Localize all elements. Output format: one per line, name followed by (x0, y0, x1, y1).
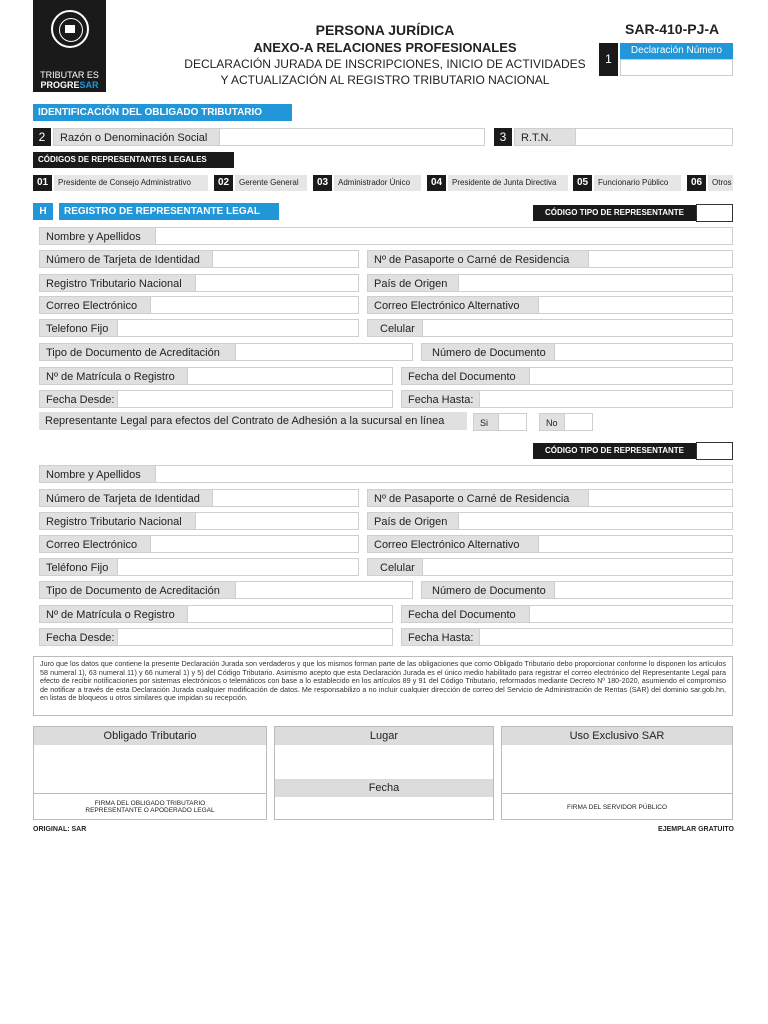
codes-title: CÓDIGOS DE REPRESENTANTES LEGALES (33, 152, 234, 168)
rep1-fecha-desde-field[interactable]: Fecha Desde: (39, 390, 393, 408)
razon-social-field[interactable] (53, 128, 485, 146)
rep2-pais-field[interactable]: País de Origen (367, 512, 733, 530)
decl-num-index: 1 (599, 43, 618, 76)
rep2-correo-alt-field[interactable]: Correo Electrónico Alternativo (367, 535, 733, 553)
uso-sar-box (501, 726, 733, 820)
decl-num-input[interactable] (620, 59, 733, 76)
lugar-title: Lugar (275, 727, 493, 745)
lugar-fecha-box (274, 726, 494, 820)
rep1-matricula-field[interactable]: Nº de Matrícula o Registro (39, 367, 393, 385)
code-type-label-2: CÓDIGO TIPO DE REPRESENTANTE (533, 443, 696, 459)
subtitle-2: Y ACTUALIZACIÓN AL REGISTRO TRIBUTARIO NACIONAL (220, 73, 550, 87)
subtitle-1: DECLARACIÓN JURADA DE INSCRIPCIONES, INICIO DE ACTIVIDADES (184, 57, 586, 71)
logo-line1: TRIBUTAR ES (40, 70, 99, 80)
rep2-rtn-field[interactable]: Registro Tributario Nacional (39, 512, 359, 530)
rep2-fecha-doc-field[interactable]: Fecha del Documento (401, 605, 733, 623)
lugar-area[interactable] (275, 745, 493, 779)
rep2-telefono-field[interactable]: Teléfono Fijo (39, 558, 359, 576)
code-item-02: 02 Gerente General (214, 175, 307, 191)
signature-obligado-title: Obligado Tributario (34, 727, 266, 745)
logo-line2b: SAR (79, 80, 99, 90)
rep1-fecha-hasta-field[interactable]: Fecha Hasta: (401, 390, 733, 408)
rep1-no-checkbox[interactable]: No (539, 413, 593, 431)
code-type-label-1: CÓDIGO TIPO DE REPRESENTANTE (533, 205, 696, 221)
rep1-pasaporte-field[interactable]: Nº de Pasaporte o Carné de Residencia (367, 250, 733, 268)
title-persona-juridica: PERSONA JURÍDICA (315, 22, 455, 38)
rep1-celular-field[interactable]: Celular (367, 319, 733, 337)
code-type-input-1[interactable] (696, 204, 733, 222)
footer-ejemplar: EJEMPLAR GRATUITO (658, 826, 734, 833)
code-item-05: 05 Funcionario Público (573, 175, 681, 191)
logo-line2a: PROGRE (40, 80, 80, 90)
form-code: SAR-410-PJ-A (625, 21, 720, 37)
field-2-index: 2 (33, 128, 51, 146)
rep1-pais-field[interactable]: País de Origen (367, 274, 733, 292)
uso-sar-area[interactable] (502, 745, 732, 794)
rep2-pasaporte-field[interactable]: Nº de Pasaporte o Carné de Residencia (367, 489, 733, 507)
field-3-index: 3 (494, 128, 512, 146)
signature-obligado-sub1: FIRMA DEL OBLIGADO TRIBUTARIO (94, 800, 206, 807)
footer-original: ORIGINAL: SAR (33, 826, 87, 833)
sar-seal-icon (51, 10, 89, 48)
code-type-input-2[interactable] (696, 442, 733, 460)
rep1-num-doc-field[interactable]: Número de Documento (421, 343, 733, 361)
rep1-tipo-doc-field[interactable]: Tipo de Documento de Acreditación (39, 343, 413, 361)
signature-obligado-area[interactable] (34, 745, 266, 794)
rtn-field[interactable] (514, 128, 733, 146)
rep1-nombre-field[interactable]: Nombre y Apellidos (39, 227, 733, 245)
decl-num-label: Declaración Número (620, 43, 733, 59)
section-h-letter: H (33, 203, 53, 220)
uso-sar-sub: FIRMA DEL SERVIDOR PÚBLICO (566, 804, 668, 811)
rep1-telefono-field[interactable]: Telefono Fijo (39, 319, 359, 337)
declaration-box (33, 656, 733, 716)
razon-social-label: Razón o Denominación Social (54, 129, 231, 145)
fecha-title: Fecha (275, 779, 493, 797)
rep2-num-doc-field[interactable]: Número de Documento (421, 581, 733, 599)
uso-sar-title: Uso Exclusivo SAR (502, 727, 732, 745)
rep1-rtn-field[interactable]: Registro Tributario Nacional (39, 274, 359, 292)
rep2-identidad-field[interactable]: Número de Tarjeta de Identidad (39, 489, 359, 507)
rep1-si-checkbox[interactable]: Si (473, 413, 527, 431)
code-item-01: 01 Presidente de Consejo Administrativo (33, 175, 208, 191)
rep2-correo-field[interactable]: Correo Electrónico (39, 535, 359, 553)
rep1-correo-field[interactable]: Correo Electrónico (39, 296, 359, 314)
rep2-nombre-field[interactable]: Nombre y Apellidos (39, 465, 733, 483)
signature-obligado-sub2: REPRESENTANTE O APODERADO LEGAL (85, 807, 215, 814)
rep1-correo-alt-field[interactable]: Correo Electrónico Alternativo (367, 296, 733, 314)
fecha-area[interactable] (275, 797, 493, 819)
identification-title: IDENTIFICACIÓN DEL OBLIGADO TRIBUTARIO (33, 104, 292, 121)
rtn-label: R.T.N. (515, 129, 587, 145)
code-item-04: 04 Presidente de Junta Directiva (427, 175, 568, 191)
rep1-fecha-doc-field[interactable]: Fecha del Documento (401, 367, 733, 385)
title-anexo: ANEXO-A RELACIONES PROFESIONALES (253, 40, 517, 55)
rep2-fecha-hasta-field[interactable]: Fecha Hasta: (401, 628, 733, 646)
rep1-contrato-label: Representante Legal para efectos del Contrato de Adhesión a la sucursal en línea (39, 412, 467, 430)
rep2-celular-field[interactable]: Celular (367, 558, 733, 576)
rep2-matricula-field[interactable]: Nº de Matrícula o Registro (39, 605, 393, 623)
code-item-06: 06 Otros (687, 175, 733, 191)
rep2-fecha-desde-field[interactable]: Fecha Desde: (39, 628, 393, 646)
section-h-title: REGISTRO DE REPRESENTANTE LEGAL (59, 203, 279, 220)
rep2-tipo-doc-field[interactable]: Tipo de Documento de Acreditación (39, 581, 413, 599)
signature-obligado-box (33, 726, 267, 820)
logo (33, 0, 106, 92)
rep1-identidad-field[interactable]: Número de Tarjeta de Identidad (39, 250, 359, 268)
declaration-text: Juro que los datos que contiene la presente Declaración Jurada son verdaderos y que los mismos forman parte de las obligaciones que como Obligado Tributario debo proporcionar conforme lo disponen los artículos 58 numeral 1), 63 numeral 11) y 66 numeral 1) y 5) del Código Tributario. Asimismo acepto que esta Declaración Jurada es el único medio habilitado para registrar el correo electrónico del Representante Legal para efecto de recibir notificaciones por sistemas electrónicos o telemáticos con base a lo establecido en los artículos 89 y 91 del Código Tributario, reformados mediante Decreto Nº 180-2020, asumiendo el compromiso de notificar a través de esta Declaración Jurada cualquier modificación de datos. Me responsabilizo a no incluir cualquier dirección de correo del Servicio de Administración de Rentas (SAR) del dominio sar.gob.hn, en listas de bloqueos u otros similares que impidan su recepción. (40, 659, 727, 703)
code-item-03: 03 Administrador Único (313, 175, 421, 191)
